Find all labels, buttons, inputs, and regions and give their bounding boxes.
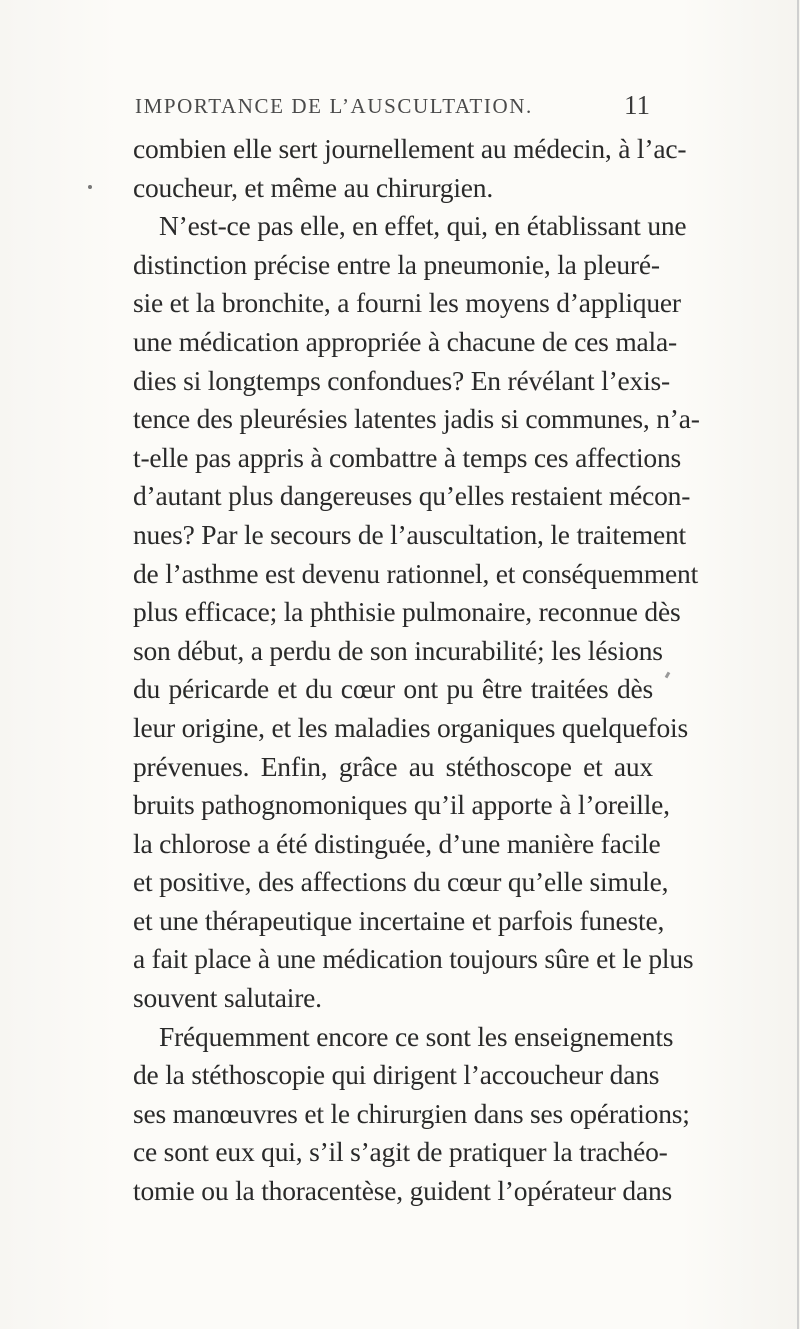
- ink-speck: [88, 185, 92, 189]
- text-line: leur origine, et les maladies organiques quelquefois: [133, 711, 688, 743]
- text-line: souvent salutaire.: [133, 982, 322, 1014]
- text-line: la chlorose a été distinguée, d’une manière facile: [133, 827, 661, 859]
- text-line: et positive, des affections du cœur qu’elle simule,: [133, 866, 669, 898]
- text-line: a fait place à une médication toujours sûre et le plus: [133, 943, 694, 975]
- body-text: [133, 130, 700, 1211]
- text-line: de l’asthme est devenu rationnel, et conséquemment: [133, 557, 699, 589]
- text-line: ses manœuvres et le chirurgien dans ses opérations;: [133, 1097, 690, 1129]
- page-number: 11: [624, 90, 650, 120]
- page-edge: [797, 0, 799, 1329]
- text-line: bruits pathognomoniques qu’il apporte à l’oreille,: [133, 789, 670, 821]
- text-line: de la stéthoscopie qui dirigent l’accoucheur dans: [133, 1059, 660, 1091]
- text-line: tomie ou la thoracentèse, guident l’opérateur dans: [133, 1175, 673, 1207]
- text-line: t-elle pas appris à combattre à temps ces affections: [133, 441, 682, 473]
- text-line: nues? Par le secours de l’auscultation, le traitement: [133, 518, 686, 550]
- text-line: Fréquemment encore ce sont les enseignements: [159, 1020, 674, 1052]
- text-line: dies si longtemps confondues? En révélant l’exis-: [133, 364, 671, 396]
- running-title: IMPORTANCE DE L’AUSCULTATION.: [135, 94, 533, 118]
- text-line: son début, a perdu de son incurabilité; les lésions: [133, 634, 663, 666]
- text-line: prévenues. Enfin, grâce au stéthoscope et aux: [133, 750, 653, 782]
- text-line: d’autant plus dangereuses qu’elles restaient mécon-: [133, 480, 691, 512]
- text-line: plus efficace; la phthisie pulmonaire, reconnue dès: [133, 596, 681, 628]
- text-line: et une thérapeutique incertaine et parfois funeste,: [133, 904, 665, 936]
- text-line: coucheur, et même au chirurgien.: [133, 171, 494, 203]
- text-line: tence des pleurésies latentes jadis si communes, n’a-: [133, 403, 700, 435]
- running-head: [135, 90, 650, 124]
- ink-speck: [665, 672, 671, 679]
- text-line: ce sont eux qui, s’il s’agit de pratiquer la trachéo-: [133, 1136, 668, 1168]
- text-line: du péricarde et du cœur ont pu être traitées dès: [133, 673, 653, 705]
- text-line: une médication appropriée à chacune de ces mala-: [133, 325, 677, 357]
- text-line: combien elle sert journellement au médecin, à l’ac-: [133, 133, 687, 164]
- text-line: distinction précise entre la pneumonie, la pleuré-: [133, 248, 660, 280]
- text-line: N’est-ce pas elle, en effet, qui, en établissant une: [159, 210, 687, 242]
- text-line: sie et la bronchite, a fourni les moyens d’appliquer: [133, 287, 681, 319]
